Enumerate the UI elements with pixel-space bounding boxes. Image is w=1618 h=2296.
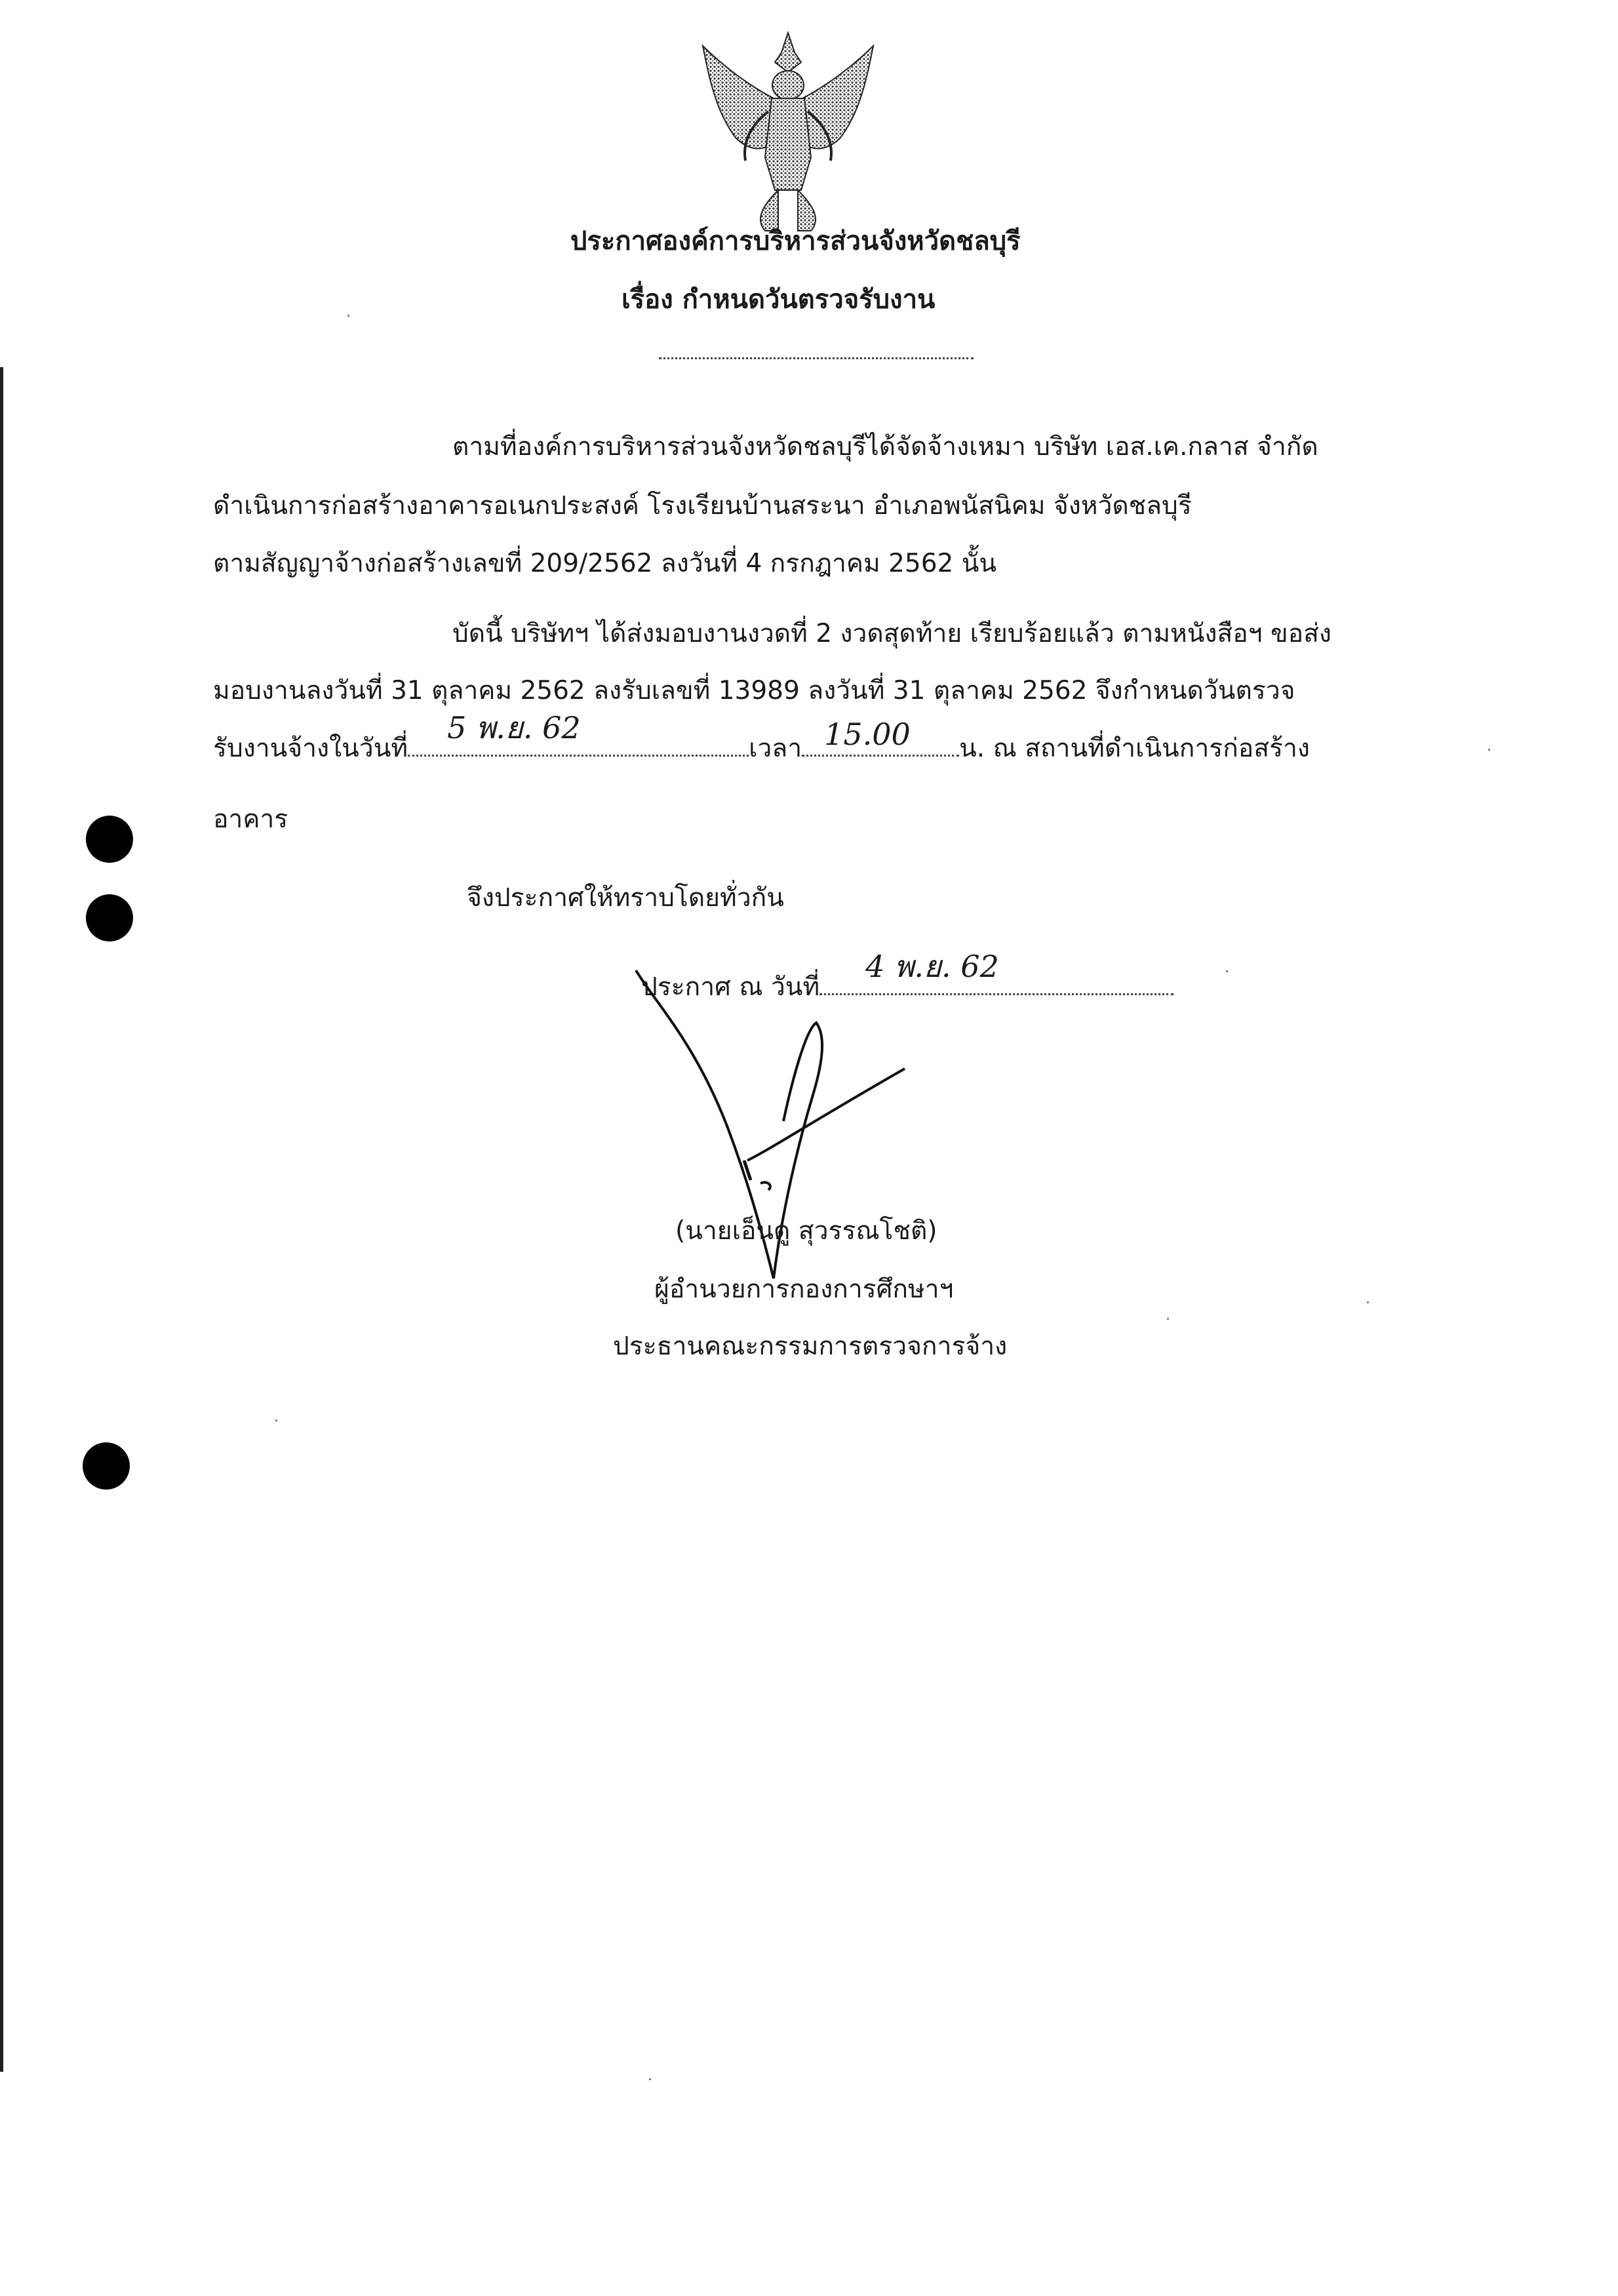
scan-speck [275,1419,277,1421]
signatory-name: (นายเอ็นดู สุวรรณโชติ) [675,1216,937,1246]
inspection-time-handwritten: 15.00 [824,717,911,752]
punch-hole [83,1442,130,1490]
body-line-1: ตามที่องค์การบริหารส่วนจังหวัดชลบุรีได้จัดจ้างเหมา บริษัท เอส.เค.กลาส จำกัด [452,432,1318,462]
document-title: ประกาศองค์การบริหารส่วนจังหวัดชลบุรี [570,226,1021,256]
document-subject: เรื่อง กำหนดวันตรวจรับงาน [622,285,936,315]
signatory-role: ประธานคณะกรรมการตรวจการจ้าง [613,1332,1008,1361]
announce-date-label: ประกาศ ณ วันที่ [641,972,820,1002]
inspection-time-label: เวลา [749,734,802,763]
punch-hole [86,816,133,863]
scan-speck [347,315,349,317]
body-line-6 [213,710,1310,768]
inspection-location-text: น. ณ สถานที่ดำเนินการก่อสร้าง [959,734,1310,763]
inspection-date-handwritten: 5 พ.ย. 62 [447,710,581,745]
inspection-date-label: รับงานจ้างในวันที่ [213,734,408,763]
announce-date-handwritten: 4 พ.ย. 62 [865,949,999,984]
scan-edge-line [0,367,3,2072]
signatory-position: ผู้อำนวยการกองการศึกษาฯ [654,1275,954,1304]
scan-speck [1488,749,1490,751]
inspection-date-field [408,710,749,757]
punch-hole [86,894,133,941]
closing-statement: จึงประกาศให้ทราบโดยทั่วกัน [467,883,784,913]
body-line-7: อาคาร [213,804,288,834]
scan-speck [649,2078,651,2080]
inspection-time-field [802,717,959,757]
signature-scribble [616,964,918,1305]
body-line-3: ตามสัญญาจ้างก่อสร้างเลขที่ 209/2562 ลงวันที่ 4 กรกฎาคม 2562 นั้น [213,549,997,578]
body-line-4: บัดนี้ บริษัทฯ ได้ส่งมอบงานงวดที่ 2 งวดสุดท้าย เรียบร้อยแล้ว ตามหนังสือฯ ขอส่ง [452,619,1332,648]
scan-speck [1367,1301,1369,1303]
body-line-2: ดำเนินการก่อสร้างอาคารอเนกประสงค์ โรงเรียนบ้านสระนา อำเภอพนัสนิคม จังหวัดชลบุรี [213,491,1192,521]
title-separator [659,357,974,359]
garuda-emblem-icon [690,26,886,236]
body-line-5: มอบงานลงวันที่ 31 ตุลาคม 2562 ลงรับเลขที่ 13989 ลงวันที่ 31 ตุลาคม 2562 จึงกำหนดวันตรวจ [213,676,1295,705]
scan-speck [1167,1318,1169,1320]
scan-speck [1226,970,1228,972]
